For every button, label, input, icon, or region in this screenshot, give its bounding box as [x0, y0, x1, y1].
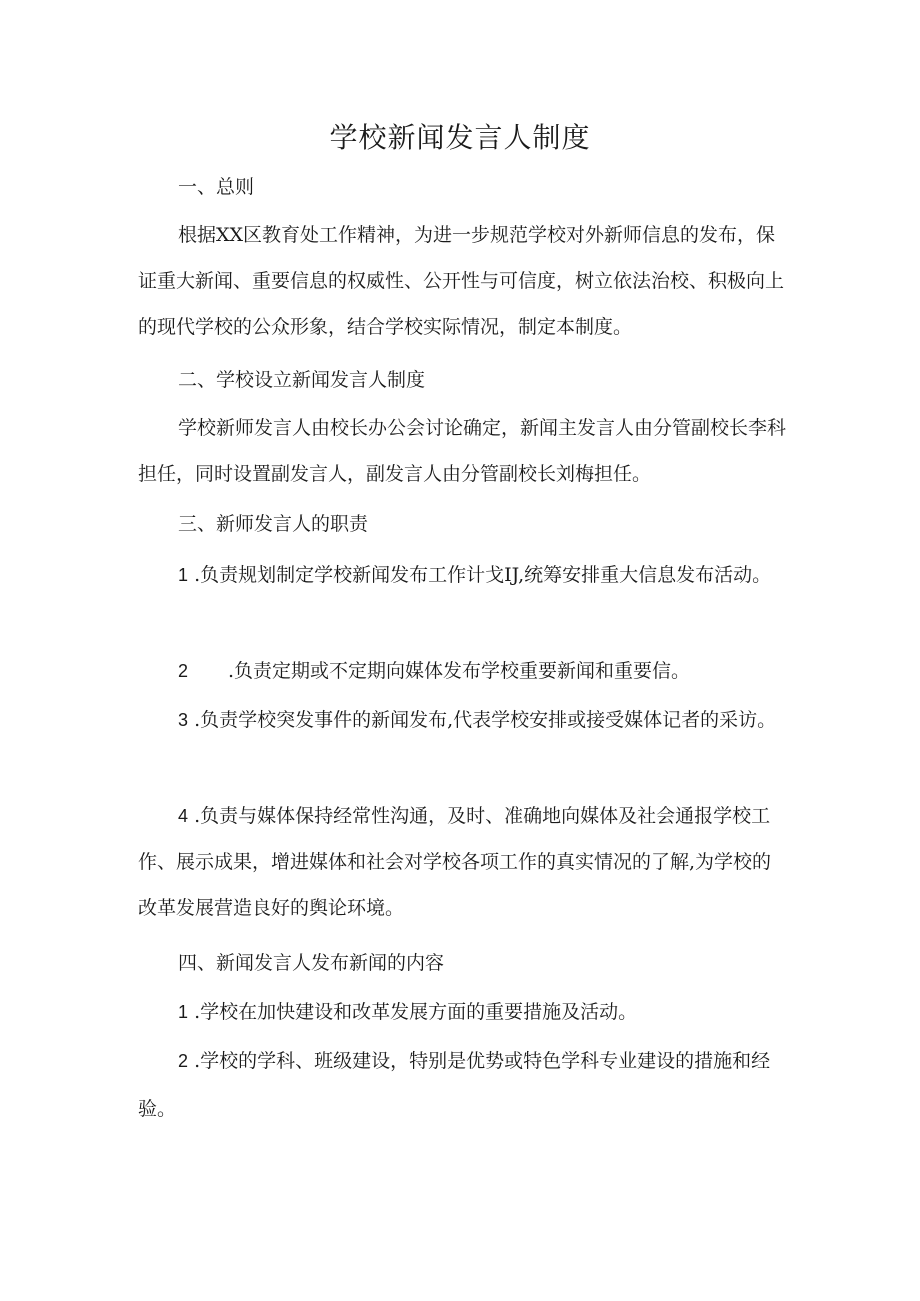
content-item-1 [138, 989, 788, 1035]
section-2-heading: 二、学校设立新闻发言人制度 [178, 369, 426, 391]
content-item-1-text: .学校在加快建设和改革发展方面的重要措施及活动。 [194, 1001, 638, 1023]
duty-item-4-number: 4 [178, 806, 189, 826]
document-title: 学校新闻发言人制度 [329, 121, 591, 154]
duty-item-1-number: 1 [178, 565, 189, 585]
duty-item-4-text: .负责与媒体保持经常性沟通，及时、准确地向媒体及社会通报学校工作、展示成果，增进媒体和社会对学校各项工作的真实情况的了解,为学校的改革发展营造良好的舆论环境。 [138, 805, 772, 919]
section-3-heading: 三、新师发言人的职责 [178, 513, 369, 535]
duty-item-2-text: .负责定期或不定期向媒体发布学校重要新闻和重要信。 [228, 660, 691, 682]
content-item-2-text: .学校的学科、班级建设，特别是优势或特色学科专业建设的措施和经验。 [138, 1050, 771, 1120]
section-1-heading: 一、总则 [178, 176, 255, 198]
section-4-heading: 四、新闻发言人发布新闻的内容 [178, 952, 445, 974]
section-1-paragraph: 根据XX区教育处工作精神，为进一步规范学校对外新师信息的发布，保证重大新闻、重要信息的权威性、公开性与可信度，树立依法治校、积极向上的现代学校的公众形象，结合学校实际情况，制定本制度。 [138, 224, 785, 338]
section-2-paragraph: 学校新师发言人由校长办公会讨论确定，新闻主发言人由分管副校长李科担任，同时设置副发言人，副发言人由分管副校长刘梅担任。 [138, 417, 787, 485]
duty-item-1-text: .负责规划制定学校新闻发布工作计戈IJ,统筹安排重大信息发布活动。 [194, 564, 772, 586]
duty-item-2-number: 2 [178, 661, 189, 681]
duty-item-4 [138, 793, 788, 931]
duty-item-3-number: 3 [178, 710, 189, 730]
duty-item-3 [138, 697, 788, 743]
duty-item-3-text: .负责学校突发事件的新闻发布,代表学校安排或接受媒体记者的采访。 [194, 709, 777, 731]
content-item-2-number: 2 [178, 1051, 189, 1071]
content-item-1-number: 1 [178, 1002, 189, 1022]
duty-item-1 [138, 552, 788, 598]
content-item-2 [138, 1037, 788, 1133]
duty-item-2 [138, 648, 788, 694]
